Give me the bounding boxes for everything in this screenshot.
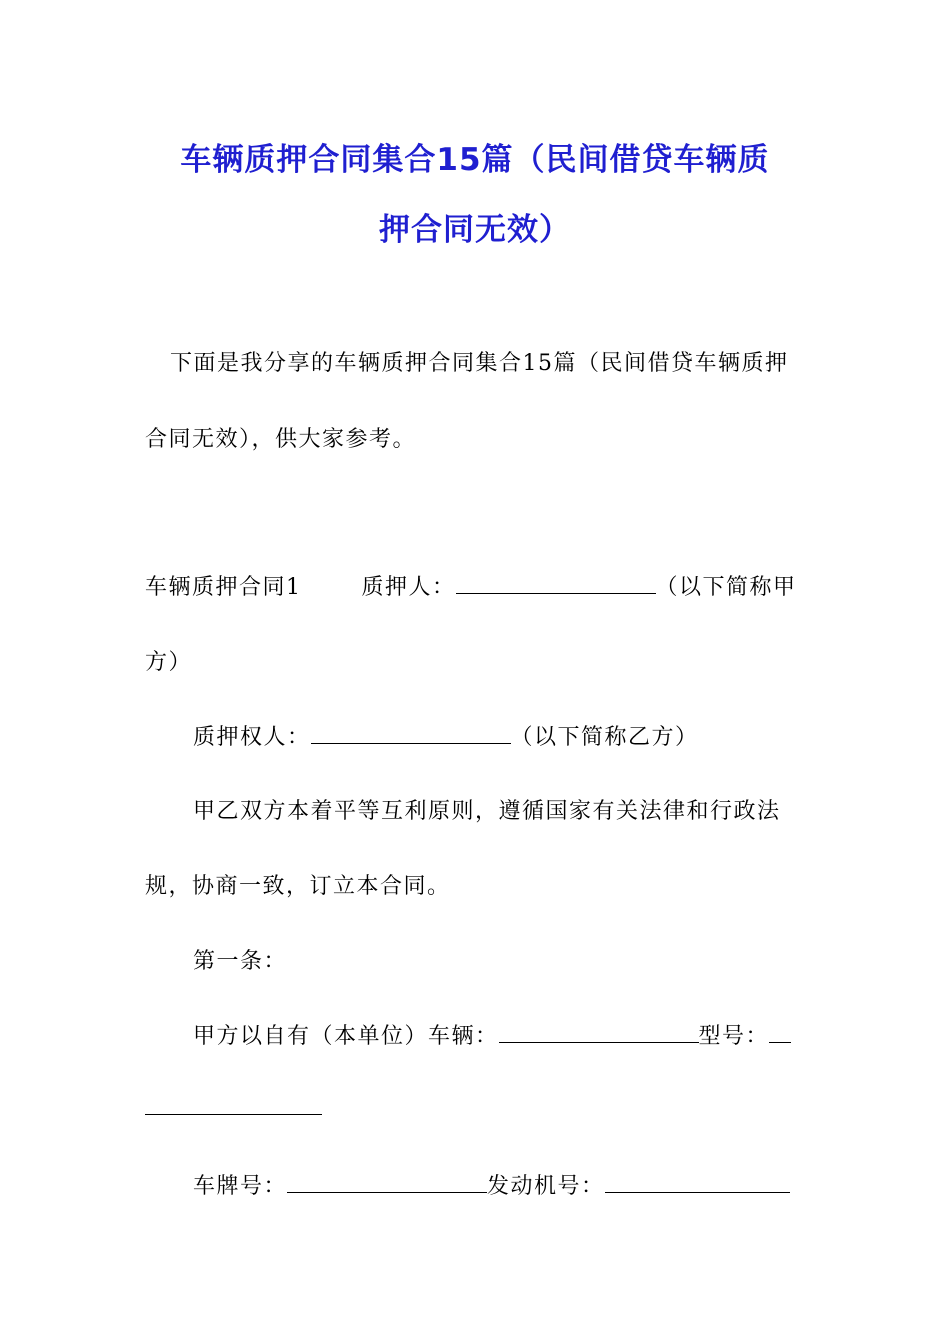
contract-heading-line xyxy=(145,570,797,601)
engine-blank xyxy=(605,1172,790,1193)
plate-blank xyxy=(287,1172,487,1193)
document-title-line-2: 押合同无效） xyxy=(379,212,571,248)
principle-line-2: 规，协商一致，订立本合同。 xyxy=(145,874,451,899)
article-1-heading: 第一条： xyxy=(193,949,288,974)
contract-heading: 车辆质押合同1 xyxy=(145,575,302,600)
pledgor-label: 质押人： xyxy=(361,575,456,600)
pledgee-line xyxy=(193,720,699,751)
pledgor-suffix: （以下简称甲 xyxy=(655,575,797,600)
pledgor-blank xyxy=(456,573,656,594)
plate-label: 车牌号： xyxy=(193,1174,288,1199)
vehicle-label: 甲方以自有（本单位）车辆： xyxy=(193,1024,499,1049)
model-blank-continuation-line xyxy=(145,1094,322,1121)
pledgee-suffix: （以下简称乙方） xyxy=(510,725,699,750)
intro-paragraph-line-1: 下面是我分享的车辆质押合同集合15篇（民间借贷车辆质押 xyxy=(170,351,789,376)
pledgor-suffix-line-2: 方） xyxy=(145,650,193,675)
document-title-line-1: 车辆质押合同集合15篇（民间借贷车辆质 xyxy=(180,142,770,178)
principle-line-1: 甲乙双方本着平等互利原则，遵循国家有关法律和行政法 xyxy=(193,799,781,824)
engine-label: 发动机号： xyxy=(487,1174,605,1199)
model-blank-continuation xyxy=(145,1094,322,1115)
intro-paragraph-line-2: 合同无效），供大家参考。 xyxy=(145,427,417,452)
plate-engine-line xyxy=(193,1169,790,1200)
pledgee-label: 质押权人： xyxy=(193,725,311,750)
model-blank-start xyxy=(769,1022,791,1043)
model-label: 型号： xyxy=(698,1024,770,1049)
vehicle-line xyxy=(193,1019,791,1050)
vehicle-blank xyxy=(499,1022,699,1043)
pledgee-blank xyxy=(311,723,511,744)
